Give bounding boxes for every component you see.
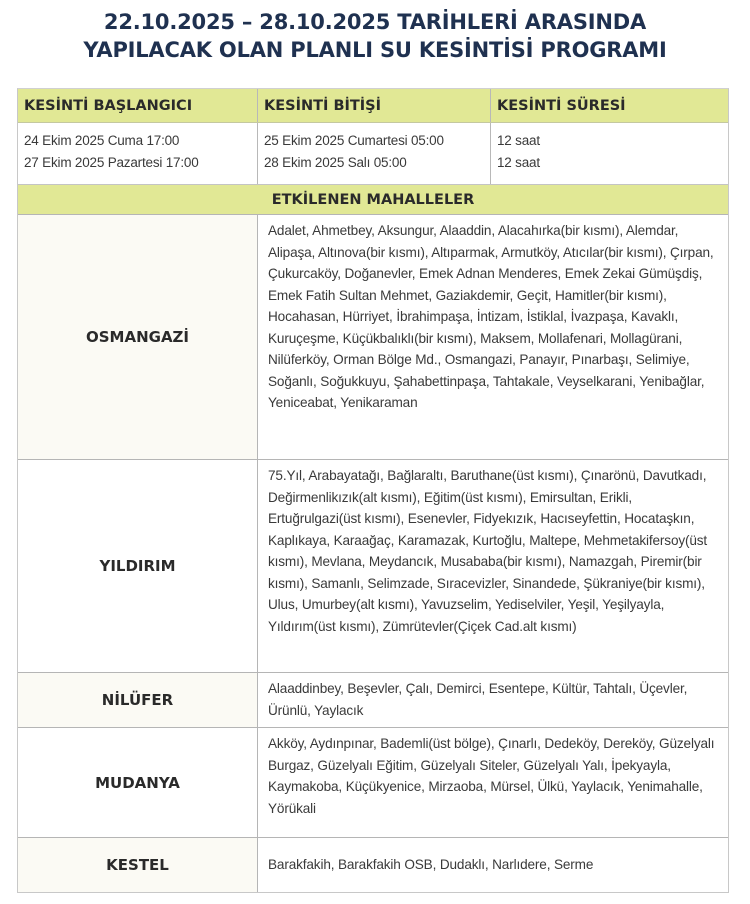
title-line-2: YAPILACAK OLAN PLANLI SU KESİNTİSİ PROGRAMI xyxy=(83,38,667,62)
start-time-1: 24 Ekim 2025 Cuma 17:00 xyxy=(24,133,180,148)
page-title xyxy=(0,8,750,64)
header-end: KESİNTİ BİTİŞİ xyxy=(258,89,491,122)
district-name: YILDIRIM xyxy=(18,460,258,672)
neighborhood-list: Adalet, Ahmetbey, Aksungur, Alaaddin, Alacahırka(bir kısmı), Alemdar, Alipaşa, Altınova(bir kısmı), Altıparmak, Armutköy, Atıcılar(bir kısmı), Çırpan, Çukurcaköy, Doğanevler, Emek Adnan Menderes, Emek Zekai Gümüşdiş, Emek Fatih Sultan Mehmet, Gaziakdemir, Geçit, Hamitler(bir kısmı), Hocahasan, Hürriyet, İbrahimpaşa, İntizam, İstiklal, İvazpaşa, Kavaklı, Kuruçeşme, Küçükbalıklı(bir kısmı), Maksem, Mollafenari, Mollagürani, Nilüferköy, Orman Bölge Md., Osmangazi, Panayır, Pınarbaşı, Selimiye, Soğanlı, Soğukkuyu, Şahabettinpaşa, Tahtakale, Veyselkarani, Yenibağlar, Yeniceabat, Yenikaraman xyxy=(268,223,714,410)
duration-2: 12 saat xyxy=(497,155,540,170)
neighborhood-list: Barakfakih, Barakfakih OSB, Dudaklı, Narlıdere, Serme xyxy=(268,857,594,873)
district-name: MUDANYA xyxy=(18,728,258,837)
header-start: KESİNTİ BAŞLANGICI xyxy=(18,89,258,122)
affected-neighborhoods-header: ETKİLENEN MAHALLELER xyxy=(18,185,728,215)
neighborhood-list: Alaaddinbey, Beşevler, Çalı, Demirci, Esentepe, Kültür, Tahtalı, Üçevler, Ürünlü, Yaylacık xyxy=(268,681,688,718)
header-duration: KESİNTİ SÜRESİ xyxy=(497,98,626,114)
neighborhood-list: 75.Yıl, Arabayatağı, Bağlaraltı, Baruthane(üst kısmı), Çınarönü, Davutkadı, Değirmenlikızık(alt kısmı), Eğitim(üst kısmı), Emirsultan, Erikli, Ertuğrulgazi(üst kısmı), Esenevler, Fidyekızık, Hacıseyfettin, Hocataşkın, Kaplıkaya, Karaağaç, Karamazak, Kurtoğlu, Maltepe, Mehmetakifersoy(üst kısmı), Mevlana, Meydancık, Musababa(bir kısmı), Namazgah, Piremir(bir kısmı), Samanlı, Selimzade, Sıracevizler, Sinandede, Şükraniye(bir kısmı), Ulus, Umurbey(alt kısmı), Yavuzselim, Yediselviler, Yeşil, Yeşilyayla, Yıldırım(üst kısmı), Zümrütevler(Çiçek Cad.alt kısmı) xyxy=(268,468,708,634)
district-name: OSMANGAZİ xyxy=(18,215,258,459)
schedule-header-row xyxy=(18,89,728,123)
district-row-mudanya xyxy=(18,728,728,838)
district-row-kestel xyxy=(18,838,728,892)
durations xyxy=(491,123,728,184)
schedule-dates-row xyxy=(18,123,728,185)
district-row-osmangazi xyxy=(18,215,728,460)
start-time-2: 27 Ekim 2025 Pazartesi 17:00 xyxy=(24,155,199,170)
district-row-nilufer xyxy=(18,673,728,728)
duration-1: 12 saat xyxy=(497,133,540,148)
title-line-1: 22.10.2025 – 28.10.2025 TARİHLERİ ARASINDA xyxy=(103,10,647,34)
end-time-2: 28 Ekim 2025 Salı 05:00 xyxy=(264,155,407,170)
district-row-yildirim xyxy=(18,460,728,673)
district-name: NİLÜFER xyxy=(18,673,258,727)
end-time-1: 25 Ekim 2025 Cumartesi 05:00 xyxy=(264,133,444,148)
district-name: KESTEL xyxy=(18,838,258,892)
outage-table xyxy=(17,88,729,893)
neighborhood-list: Akköy, Aydınpınar, Bademli(üst bölge), Çınarlı, Dedeköy, Dereköy, Güzelyalı Burgaz, Güzelyalı Eğitim, Güzelyalı Siteler, Güzelyalı Yalı, İpekyayla, Kaymakoba, Küçükyenice, Mirzaoba, Mürsel, Ülkü, Yaylacık, Yenimahalle, Yörükali xyxy=(268,736,715,816)
start-times xyxy=(18,123,258,184)
end-times xyxy=(258,123,491,184)
